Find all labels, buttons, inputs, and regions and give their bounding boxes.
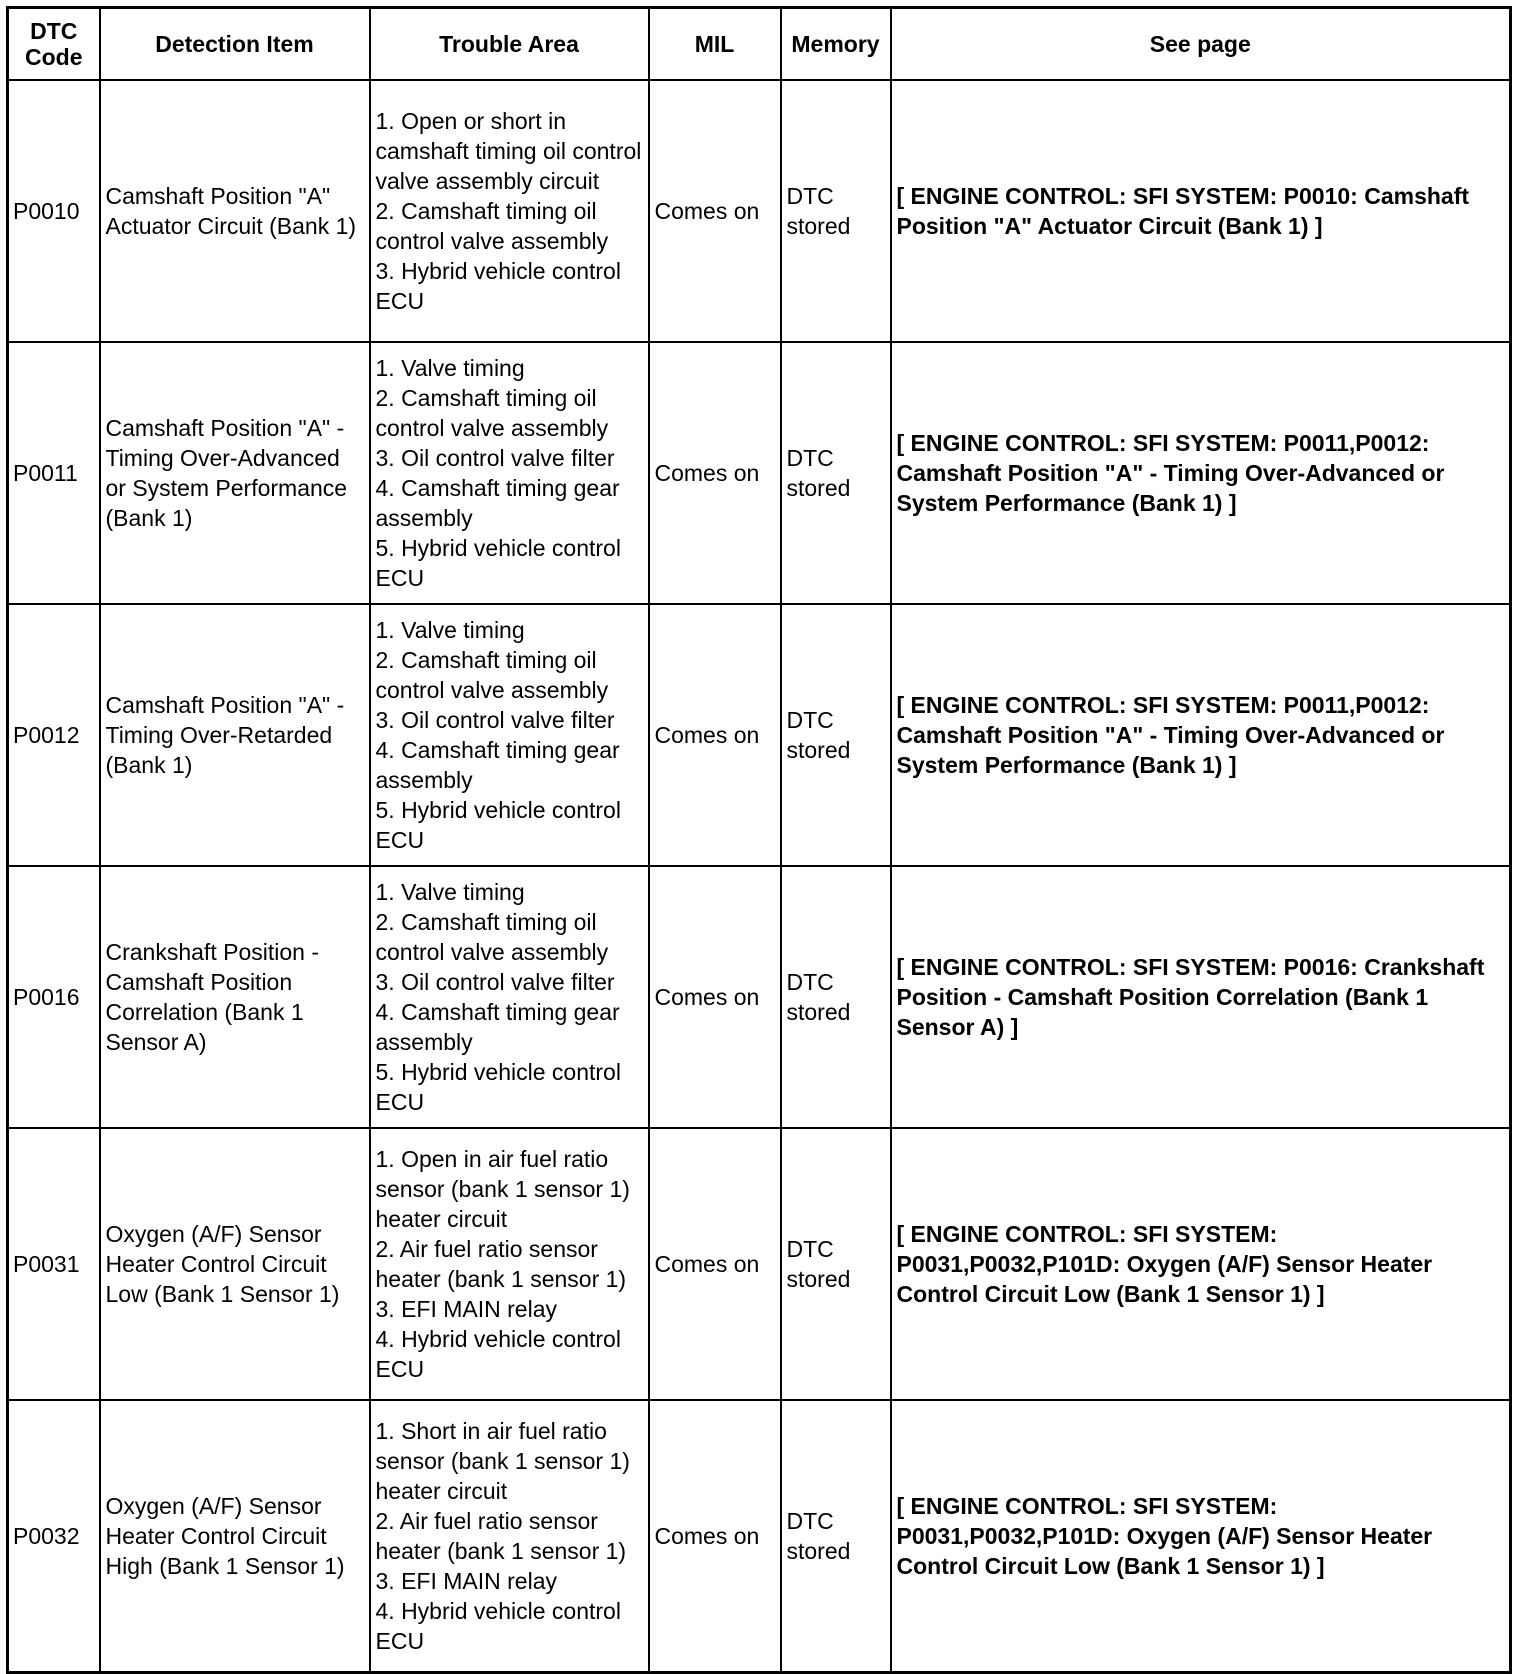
mil-status: Comes on: [649, 80, 781, 342]
trouble-area-item: 2. Air fuel ratio sensor heater (bank 1 sensor 1): [375, 1508, 627, 1564]
trouble-area-item: 2. Camshaft timing oil control valve assembly: [375, 198, 609, 254]
trouble-area-item: 5. Hybrid vehicle control ECU: [375, 1059, 621, 1115]
table-row: [8, 866, 1511, 1128]
trouble-area: [370, 342, 649, 604]
detection-item: Camshaft Position "A" Actuator Circuit (Bank 1): [100, 80, 370, 342]
dtc-code: P0011: [8, 342, 100, 604]
dtc-code: P0012: [8, 604, 100, 866]
trouble-area-item: 2. Camshaft timing oil control valve assembly: [375, 385, 609, 441]
trouble-area-item: 4. Camshaft timing gear assembly: [375, 999, 620, 1055]
memory-status: DTC stored: [781, 80, 891, 342]
trouble-area-item: 4. Hybrid vehicle control ECU: [375, 1326, 621, 1382]
trouble-area-item: 2. Camshaft timing oil control valve assembly: [375, 647, 609, 703]
memory-status: DTC stored: [781, 342, 891, 604]
table-row: [8, 1128, 1511, 1400]
trouble-area-item: 1. Short in air fuel ratio sensor (bank 1 sensor 1) heater circuit: [375, 1418, 630, 1504]
header-mil: MIL: [649, 8, 781, 81]
trouble-area-item: 3. Oil control valve filter: [375, 707, 615, 733]
trouble-area-item: 1. Valve timing: [375, 879, 525, 905]
trouble-area-item: 3. EFI MAIN relay: [375, 1296, 557, 1322]
dtc-table-container: [6, 6, 1509, 1674]
memory-status: DTC stored: [781, 604, 891, 866]
table-row: [8, 342, 1511, 604]
dtc-code: P0031: [8, 1128, 100, 1400]
header-detection-item: Detection Item: [100, 8, 370, 81]
mil-status: Comes on: [649, 604, 781, 866]
trouble-area-item: 4. Hybrid vehicle control ECU: [375, 1598, 621, 1654]
header-see-page: See page: [891, 8, 1511, 81]
table-row: [8, 1400, 1511, 1673]
trouble-area-item: 3. Oil control valve filter: [375, 445, 615, 471]
mil-status: Comes on: [649, 866, 781, 1128]
dtc-code: P0010: [8, 80, 100, 342]
detection-item: Camshaft Position "A" - Timing Over-Retarded (Bank 1): [100, 604, 370, 866]
trouble-area: [370, 80, 649, 342]
header-dtc-code: DTC Code: [8, 8, 100, 81]
trouble-area: [370, 1128, 649, 1400]
trouble-area-item: 2. Air fuel ratio sensor heater (bank 1 sensor 1): [375, 1236, 627, 1292]
detection-item: Oxygen (A/F) Sensor Heater Control Circuit Low (Bank 1 Sensor 1): [100, 1128, 370, 1400]
trouble-area-item: 5. Hybrid vehicle control ECU: [375, 535, 621, 591]
trouble-area-item: 3. Oil control valve filter: [375, 969, 615, 995]
trouble-area-item: 1. Open or short in camshaft timing oil control valve assembly circuit: [375, 108, 642, 194]
trouble-area-item: 2. Camshaft timing oil control valve assembly: [375, 909, 609, 965]
detection-item: Crankshaft Position - Camshaft Position Correlation (Bank 1 Sensor A): [100, 866, 370, 1128]
dtc-code: P0032: [8, 1400, 100, 1673]
trouble-area-item: 5. Hybrid vehicle control ECU: [375, 797, 621, 853]
memory-status: DTC stored: [781, 1400, 891, 1673]
memory-status: DTC stored: [781, 1128, 891, 1400]
trouble-area-item: 1. Valve timing: [375, 355, 525, 381]
see-page-link[interactable]: [ ENGINE CONTROL: SFI SYSTEM: P0011,P0012: Camshaft Position "A" - Timing Over-Advanced or System Performance (Bank 1) ]: [891, 604, 1511, 866]
trouble-area-item: 4. Camshaft timing gear assembly: [375, 475, 620, 531]
table-row: [8, 80, 1511, 342]
see-page-link[interactable]: [ ENGINE CONTROL: SFI SYSTEM: P0031,P0032,P101D: Oxygen (A/F) Sensor Heater Control Circuit Low (Bank 1 Sensor 1) ]: [891, 1400, 1511, 1673]
dtc-table: [6, 6, 1512, 1674]
mil-status: Comes on: [649, 1400, 781, 1673]
detection-item: Oxygen (A/F) Sensor Heater Control Circuit High (Bank 1 Sensor 1): [100, 1400, 370, 1673]
trouble-area-item: 3. Hybrid vehicle control ECU: [375, 258, 621, 314]
see-page-link[interactable]: [ ENGINE CONTROL: SFI SYSTEM: P0011,P0012: Camshaft Position "A" - Timing Over-Advanced or System Performance (Bank 1) ]: [891, 342, 1511, 604]
header-memory: Memory: [781, 8, 891, 81]
trouble-area-item: 3. EFI MAIN relay: [375, 1568, 557, 1594]
header-trouble-area: Trouble Area: [370, 8, 649, 81]
memory-status: DTC stored: [781, 866, 891, 1128]
see-page-link[interactable]: [ ENGINE CONTROL: SFI SYSTEM: P0016: Crankshaft Position - Camshaft Position Correlation (Bank 1 Sensor A) ]: [891, 866, 1511, 1128]
table-row: [8, 604, 1511, 866]
mil-status: Comes on: [649, 342, 781, 604]
table-header-row: [8, 8, 1511, 81]
trouble-area-item: 4. Camshaft timing gear assembly: [375, 737, 620, 793]
see-page-link[interactable]: [ ENGINE CONTROL: SFI SYSTEM: P0031,P0032,P101D: Oxygen (A/F) Sensor Heater Control Circuit Low (Bank 1 Sensor 1) ]: [891, 1128, 1511, 1400]
detection-item: Camshaft Position "A" - Timing Over-Advanced or System Performance (Bank 1): [100, 342, 370, 604]
trouble-area: [370, 866, 649, 1128]
trouble-area: [370, 1400, 649, 1673]
mil-status: Comes on: [649, 1128, 781, 1400]
trouble-area: [370, 604, 649, 866]
trouble-area-item: 1. Valve timing: [375, 617, 525, 643]
see-page-link[interactable]: [ ENGINE CONTROL: SFI SYSTEM: P0010: Camshaft Position "A" Actuator Circuit (Bank 1) ]: [891, 80, 1511, 342]
dtc-code: P0016: [8, 866, 100, 1128]
trouble-area-item: 1. Open in air fuel ratio sensor (bank 1 sensor 1) heater circuit: [375, 1146, 630, 1232]
